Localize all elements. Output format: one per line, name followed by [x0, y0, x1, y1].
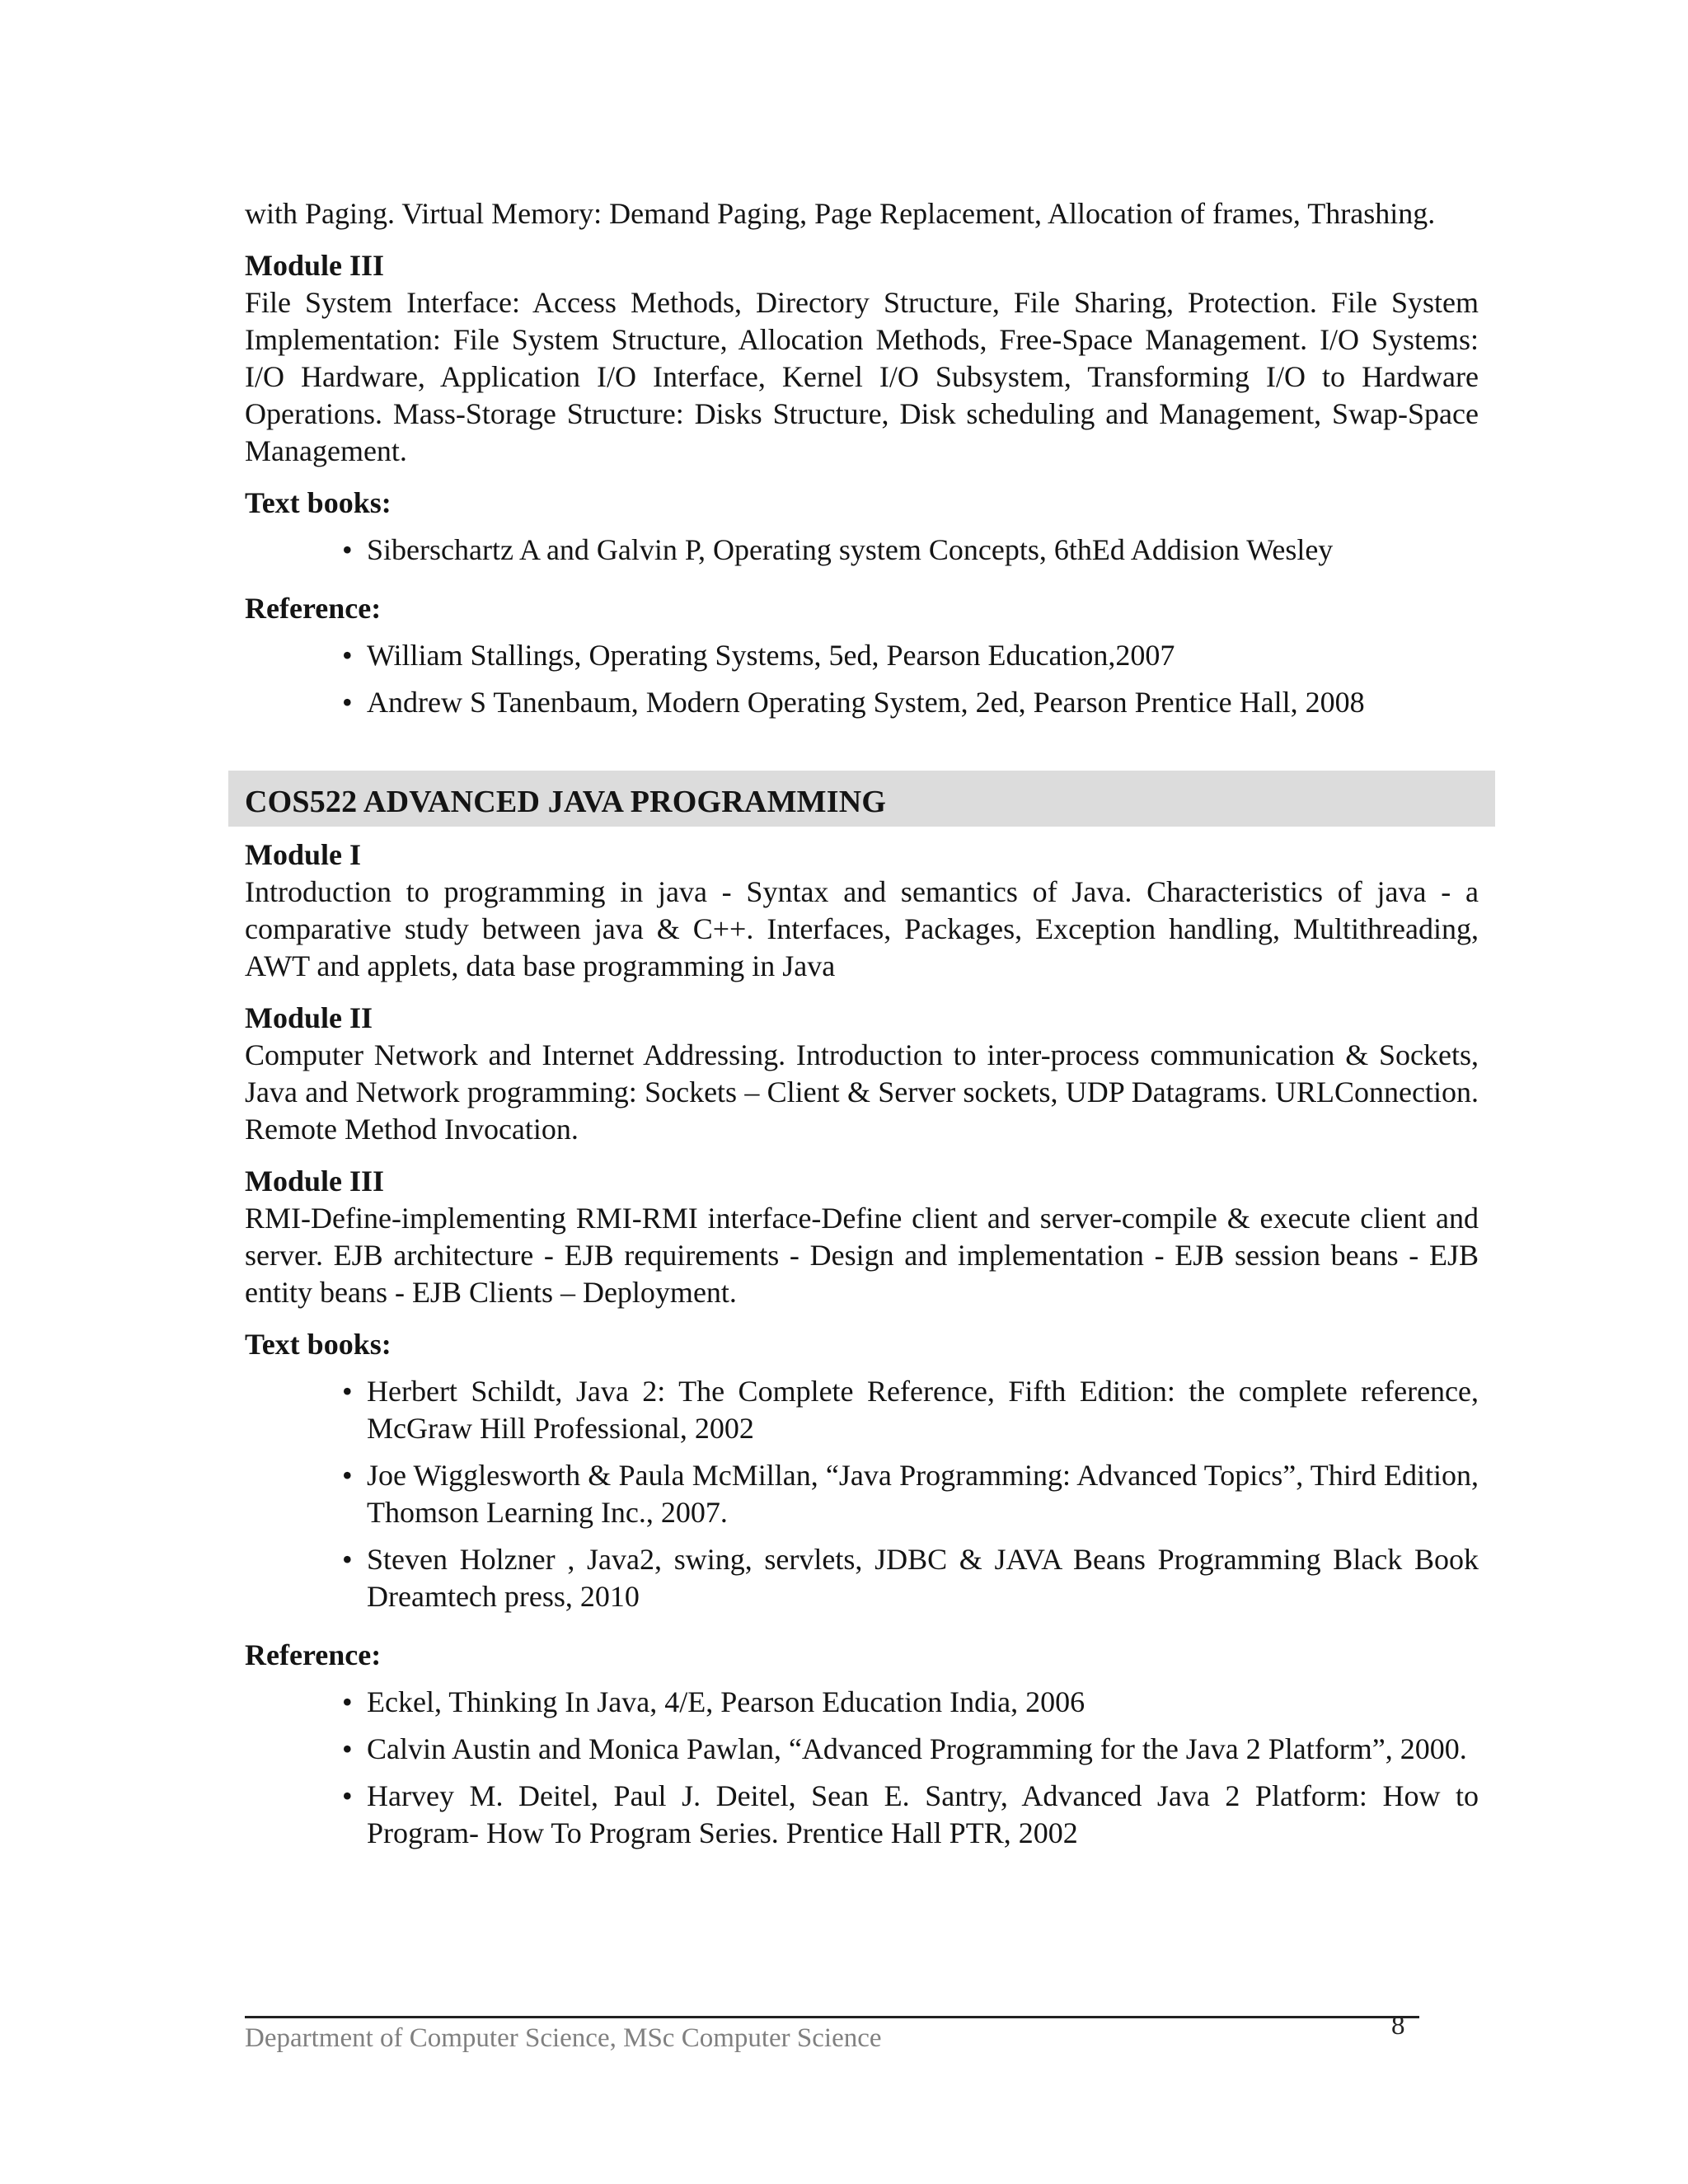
bullet-icon: • [342, 1375, 353, 1408]
textbook-entry: Joe Wigglesworth & Paula McMillan, “Java Programming: Advanced Topics”, Third Edition, Thomson Learning Inc., 2007. [367, 1459, 1479, 1529]
bullet-icon: • [342, 1459, 353, 1492]
list-item [245, 532, 1479, 569]
course-title-bar [228, 771, 1495, 827]
java-module-3-text: RMI-Define-implementing RMI-RMI interface-Define client and server-compile & execute client and server. EJB architecture - EJB requirements - Design and implementation - EJB session beans - EJB entity beans - EJB Clients – Deployment. [245, 1202, 1479, 1309]
list-item [245, 1541, 1479, 1615]
list-item [245, 1457, 1479, 1531]
textbook-entry: Siberschartz A and Galvin P, Operating system Concepts, 6thEd Addision Wesley [367, 533, 1334, 566]
os-textbooks-heading: Text books: [245, 486, 392, 519]
intro-paragraph: with Paging. Virtual Memory: Demand Paging, Page Replacement, Allocation of frames, Thrashing. [245, 197, 1436, 230]
reference-entry: Calvin Austin and Monica Pawlan, “Advanced Programming for the Java 2 Platform”, 2000. [367, 1732, 1467, 1765]
java-module-1-text: Introduction to programming in java - Syntax and semantics of Java. Characteristics of java - a comparative study between java & C++. Interfaces, Packages, Exception handling, Multithreading, AWT and applets, data base programming in Java [245, 875, 1479, 982]
textbook-entry: Steven Holzner , Java2, swing, servlets, JDBC & JAVA Beans Programming Black Book Dreamtech press, 2010 [367, 1543, 1479, 1613]
list-item [245, 1731, 1479, 1768]
list-item [245, 1373, 1479, 1447]
page-content [245, 195, 1479, 1852]
java-textbooks-list [245, 1373, 1479, 1615]
footer-text: Department of Computer Science, MSc Computer Science [245, 2023, 882, 2053]
textbook-entry: Herbert Schildt, Java 2: The Complete Reference, Fifth Edition: the complete reference, McGraw Hill Professional, 2002 [367, 1375, 1479, 1445]
bullet-icon: • [342, 533, 353, 566]
course-title: COS522 ADVANCED JAVA PROGRAMMING [245, 785, 887, 819]
java-reference-list [245, 1684, 1479, 1852]
java-textbooks-heading: Text books: [245, 1328, 392, 1361]
page-number: 8 [1391, 2011, 1405, 2041]
bullet-icon: • [342, 1685, 353, 1718]
reference-entry: Andrew S Tanenbaum, Modern Operating System, 2ed, Pearson Prentice Hall, 2008 [367, 686, 1365, 719]
java-module-2-text: Computer Network and Internet Addressing. Introduction to inter-process communication & Sockets, Java and Network programming: Sockets – Client & Server sockets, UDP Datagrams. URLConnection. Remote Method Invocation. [245, 1038, 1479, 1146]
reference-entry: William Stallings, Operating Systems, 5ed, Pearson Education,2007 [367, 639, 1175, 672]
os-reference-heading: Reference: [245, 592, 382, 625]
list-item [245, 637, 1479, 674]
bullet-icon: • [342, 686, 353, 719]
java-module-2-heading: Module II [245, 1001, 373, 1034]
bullet-icon: • [342, 1779, 353, 1812]
bullet-icon: • [342, 1732, 353, 1765]
os-reference-list [245, 637, 1479, 721]
list-item [245, 684, 1479, 721]
os-module-3-text: File System Interface: Access Methods, Directory Structure, File Sharing, Protection. File System Implementation: File System Structure, Allocation Methods, Free-Space Management. I/O Systems: I/O Hardware, Application I/O Interface, Kernel I/O Subsystem, Transforming I/O to Hardware Operations. Mass-Storage Structure: Disks Structure, Disk scheduling and Management, Swap-Space Management. [245, 286, 1479, 467]
java-module-3-heading: Module III [245, 1165, 385, 1197]
bullet-icon: • [342, 639, 353, 672]
list-item [245, 1778, 1479, 1852]
reference-entry: Eckel, Thinking In Java, 4/E, Pearson Education India, 2006 [367, 1685, 1085, 1718]
java-reference-heading: Reference: [245, 1638, 382, 1671]
os-textbooks-list [245, 532, 1479, 569]
java-module-1-heading: Module I [245, 838, 362, 871]
reference-entry: Harvey M. Deitel, Paul J. Deitel, Sean E. Santry, Advanced Java 2 Platform: How to Program- How To Program Series. Prentice Hall PTR, 2002 [367, 1779, 1479, 1849]
os-module-3-heading: Module III [245, 249, 385, 282]
list-item [245, 1684, 1479, 1721]
page-footer [245, 2016, 1419, 2054]
bullet-icon: • [342, 1543, 353, 1576]
